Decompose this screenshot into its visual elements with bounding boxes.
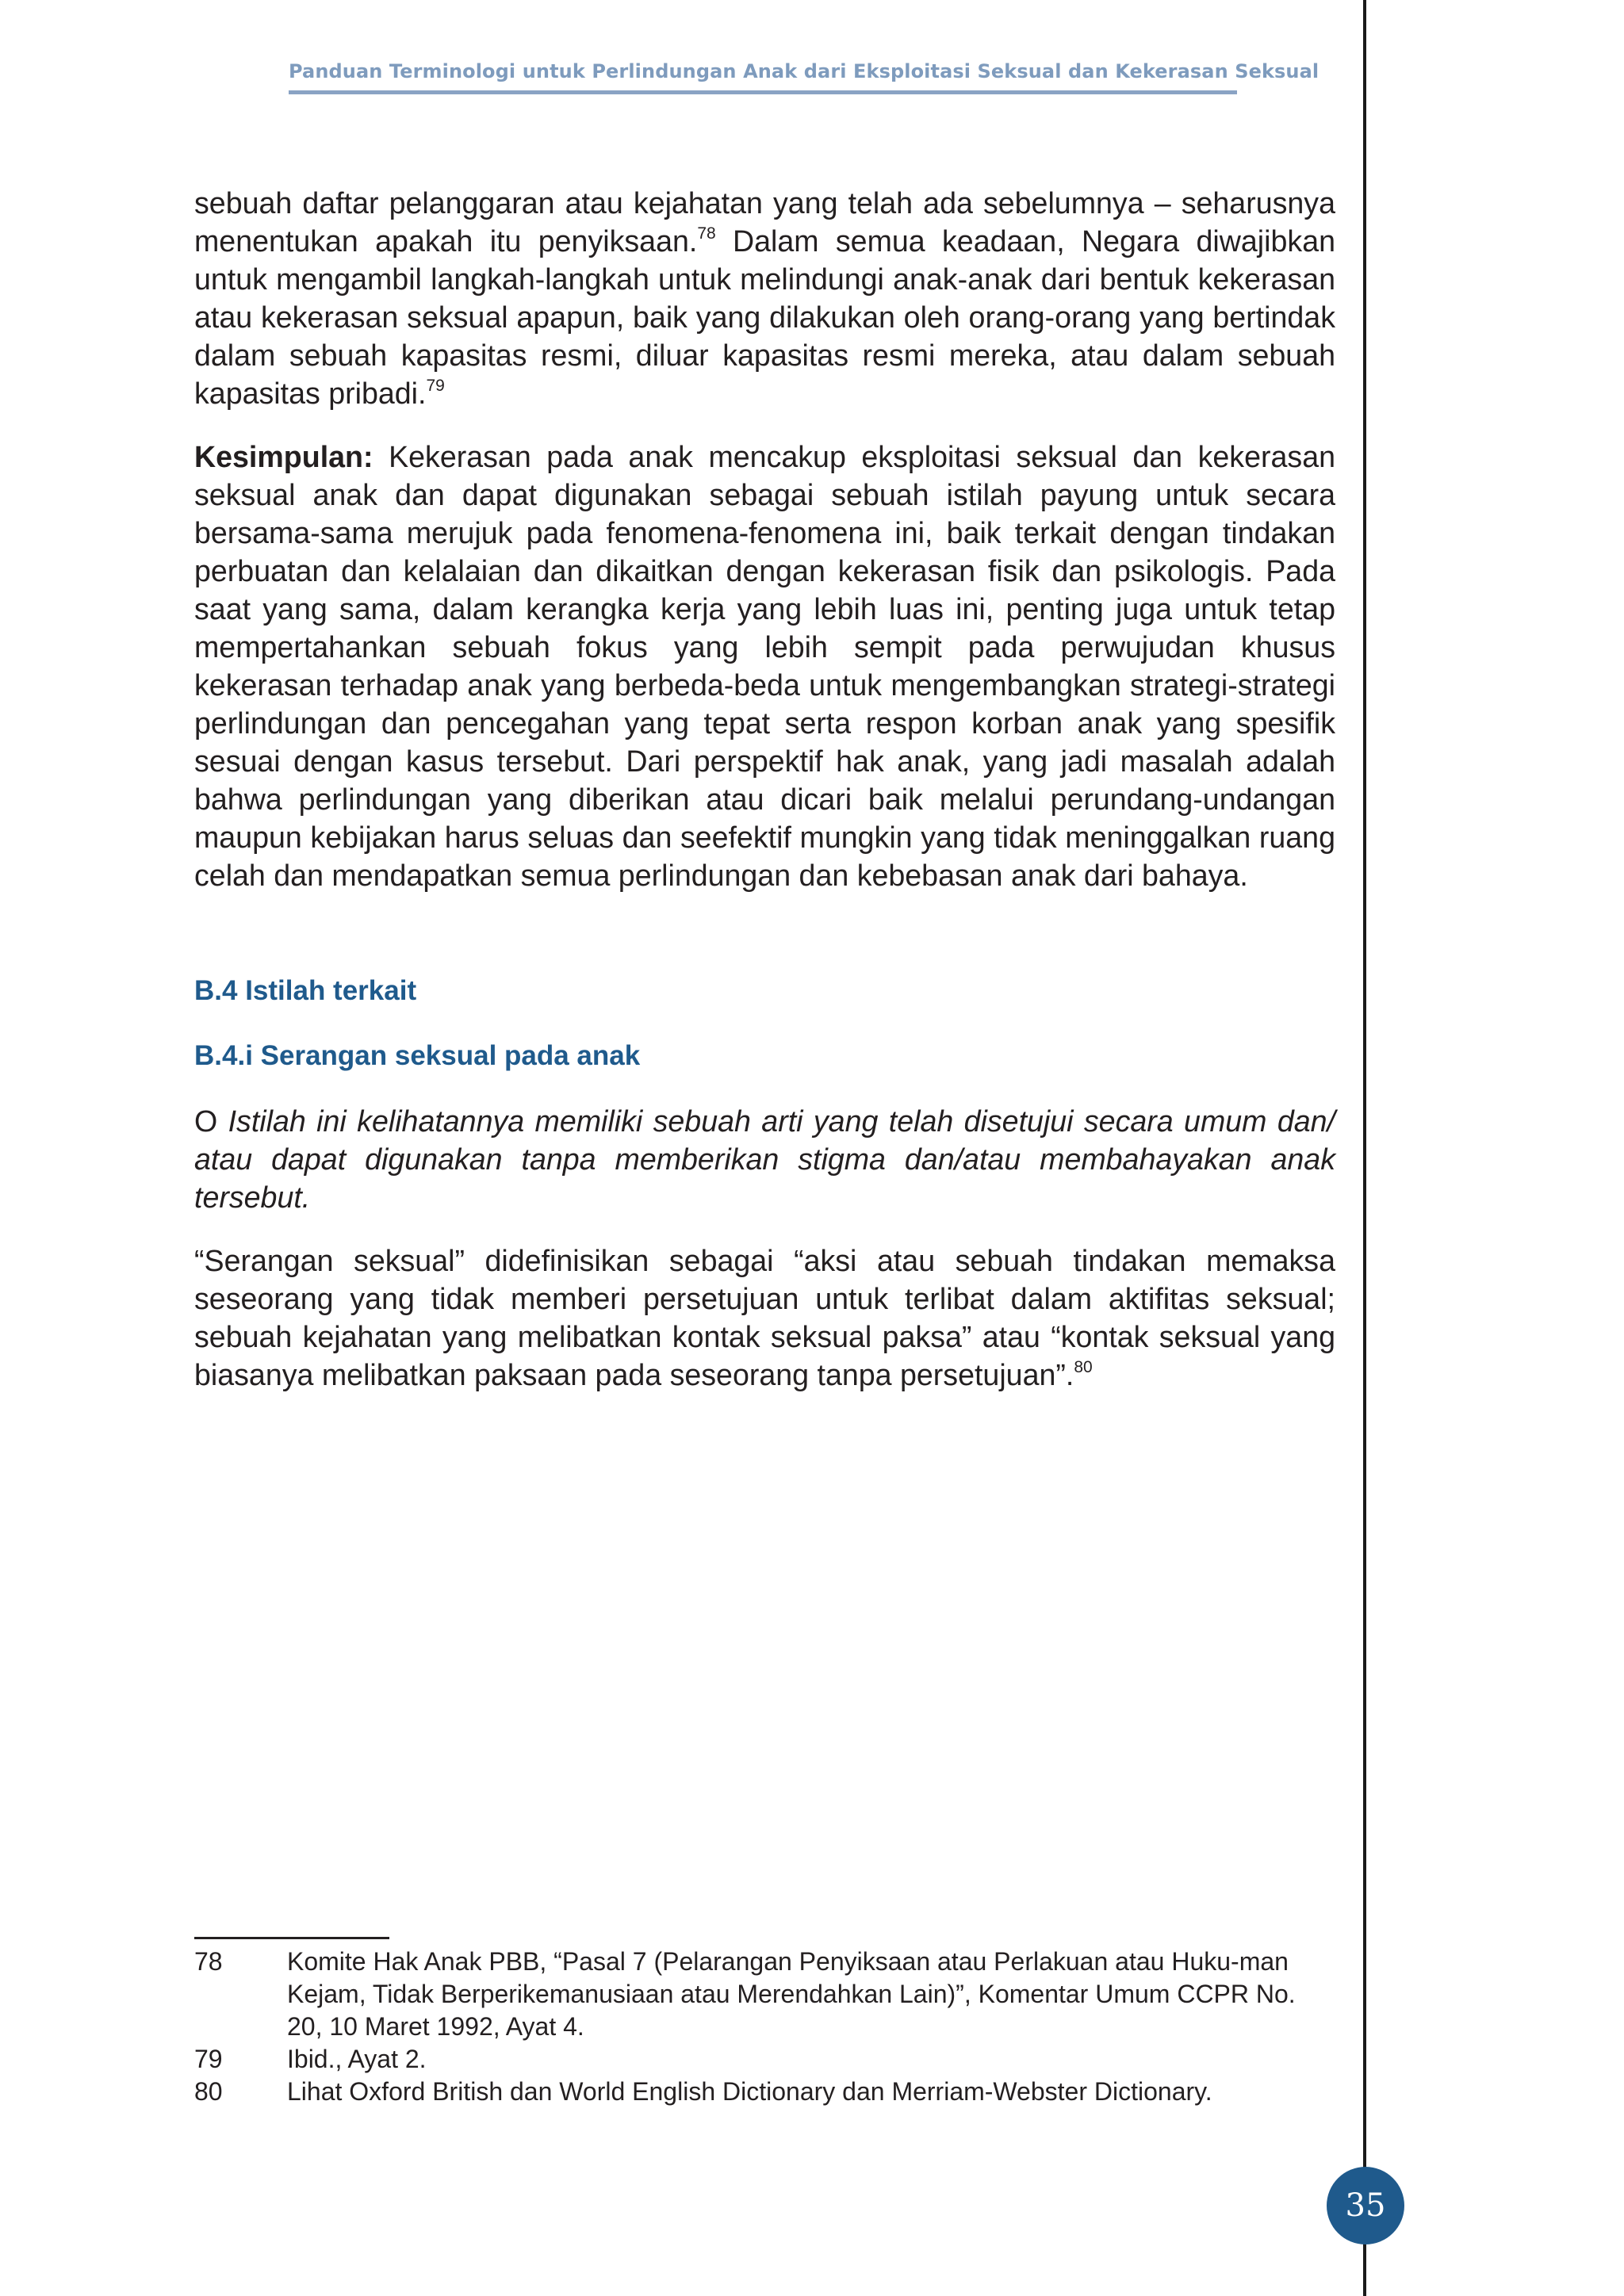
paragraph-text: Dalam semua keadaan, Negara diwajibkan untuk mengambil langkah-langkah untuk melindungi anak-anak dari bentuk kekerasan atau kekerasan seksual apapun, baik yang dilakukan oleh orang-orang yang bertindak dalam sebuah kapasitas resmi, diluar kapasitas resmi mereka, atau dalam sebuah kapasitas pribadi. bbox=[194, 224, 1335, 410]
main-content bbox=[194, 184, 1335, 1419]
subsection-heading: B.4.i Serangan seksual pada anak bbox=[194, 1040, 641, 1071]
paragraph-text: “Serangan seksual” didefinisikan sebagai “aksi atau sebuah tindakan memaksa seseorang yang tidak memberi persetujuan untuk terlibat dalam aktifitas seksual; sebuah kejahatan yang melibatkan kontak seksual paksa” atau “kontak seksual yang biasanya melibatkan paksaan pada seseorang tanpa persetujuan”. bbox=[194, 1244, 1335, 1391]
section-heading: B.4 Istilah terkait bbox=[194, 975, 417, 1006]
footnote-ref-78[interactable]: 78 bbox=[697, 224, 716, 243]
footnotes bbox=[194, 1946, 1320, 2108]
footnote-number: 79 bbox=[194, 2045, 223, 2073]
footnote-item bbox=[194, 2043, 1320, 2076]
paragraph-text: Kekerasan pada anak mencakup eksploitasi seksual dan kekerasan seksual anak dan dapat digunakan sebagai sebuah istilah payung untuk secara bersama-sama merujuk pada fenomena-fenomena ini, baik terkait dengan tindakan perbuatan dan kelalaian dan dikaitkan dengan kekerasan fisik dan psikologis. Pada saat yang sama, dalam kerangka kerja yang lebih luas ini, penting juga untuk tetap mempertahankan sebuah fokus yang lebih sempit pada perwujudan khusus kekerasan terhadap anak yang berbeda-beda untuk mengembangkan strategi-strategi perlindungan dan pencegahan yang tepat serta respon korban anak yang spesifik sesuai dengan kasus tersebut. Dari perspektif hak anak, yang jadi masalah adalah bahwa perlindungan yang diberikan atau dicari baik melalui perundang-undangan maupun kebijakan harus seluas dan seefektif mungkin yang tidak meninggalkan ruang celah dan mendapatkan semua perlindungan dan kebebasan anak dari bahaya. bbox=[194, 440, 1335, 892]
footnote-separator bbox=[194, 1937, 389, 1939]
paragraph-text: sebuah daftar pelanggaran atau kejahatan yang telah ada sebelumnya – seharusnya menentukan apakah itu penyiksaan. bbox=[194, 186, 1335, 258]
vertical-margin-rule bbox=[1363, 0, 1366, 2296]
page-number: 35 bbox=[1345, 2187, 1386, 2224]
footnote-ref-79[interactable]: 79 bbox=[426, 377, 445, 396]
conclusion-label: Kesimpulan: bbox=[194, 440, 373, 473]
paragraph-torture-obligation bbox=[194, 184, 1335, 412]
footnote-item bbox=[194, 1946, 1320, 2043]
footnote-text: Ibid., Ayat 2. bbox=[287, 2045, 427, 2073]
footnote-item bbox=[194, 2076, 1320, 2108]
paragraph-conclusion bbox=[194, 438, 1335, 894]
footnote-number: 78 bbox=[194, 1947, 223, 1976]
footnote-number: 80 bbox=[194, 2077, 223, 2106]
note-text: Istilah ini kelihatannya memiliki sebuah arti yang telah disetujui secara umum dan/ atau dapat digunakan tanpa memberikan stigma dan/atau membahayakan anak tersebut. bbox=[194, 1104, 1335, 1214]
running-header: Panduan Terminologi untuk Perlindungan Anak dari Eksploitasi Seksual dan Kekerasan Seksual bbox=[289, 60, 1320, 82]
paragraph-definition bbox=[194, 1242, 1335, 1394]
footnote-text: Lihat Oxford British dan World English Dictionary dan Merriam-Webster Dictionary. bbox=[287, 2077, 1212, 2106]
note-marker: O bbox=[194, 1104, 218, 1138]
footnote-text: Komite Hak Anak PBB, “Pasal 7 (Pelarangan Penyiksaan atau Perlakuan atau Huku-man Kejam, Tidak Berperikemanusiaan atau Merendahkan Lain)”, Komentar Umum CCPR No. 20, 10 Maret 1992, Ayat 4. bbox=[287, 1947, 1296, 2041]
page-number-badge bbox=[1327, 2167, 1404, 2244]
footnote-ref-80[interactable]: 80 bbox=[1074, 1358, 1093, 1377]
terminology-note bbox=[194, 1102, 1335, 1216]
header-rule bbox=[289, 90, 1237, 94]
